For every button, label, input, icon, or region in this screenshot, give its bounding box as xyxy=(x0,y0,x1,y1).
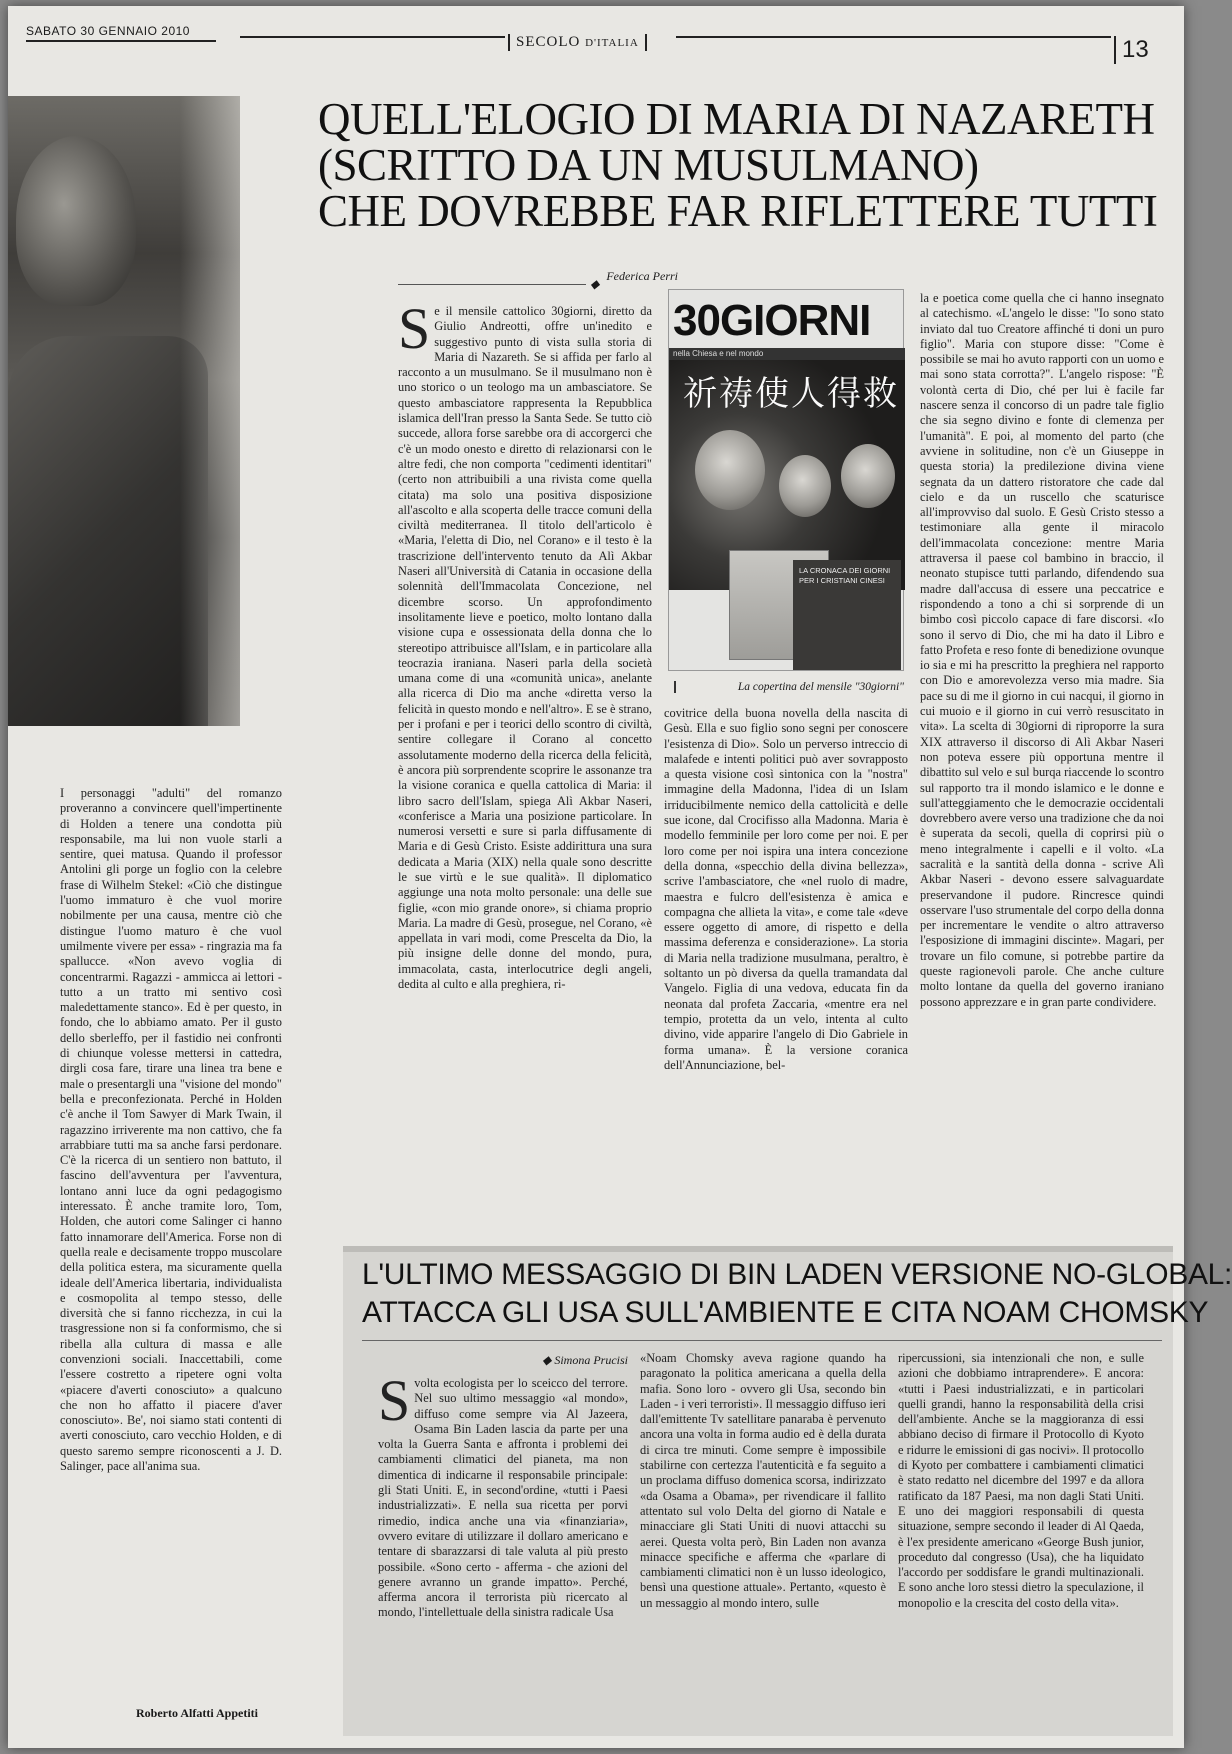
photo-figure-body xyxy=(8,336,208,726)
cover-chinese-title: 祈祷使人得救 xyxy=(683,376,899,413)
cover-subtitle: nella Chiesa e nel mondo xyxy=(673,349,764,358)
main-byline: ◆ Federica Perri xyxy=(398,284,678,300)
cover-caption: La copertina del mensile "30giorni" xyxy=(674,681,904,693)
headline-line-2: (SCRITTO DA UN MUSULMANO) xyxy=(318,140,979,190)
main-col-1 xyxy=(398,296,652,992)
box-byline-name: Simona Prucisi xyxy=(554,1353,628,1367)
main-dropcap: S xyxy=(398,296,431,361)
box-col-1-text: volta ecologista per lo sceicco del terrore. Nel suo ultimo messaggio «al mondo», diffuso come sempre via Al Jazeera, Osama Bin Laden lascia da parte per una volta la Guerra Santa e affronta i problemi dei cambiamenti climatici del pianeta, ma non dimentica di indicarne il responsabile principale: gli Stati Uniti. E, in second'ordine, «tutti i Paesi industrializzati». E nella sua ricetta per porvi rimedio, indica anche una via «finanziaria», ovvero evitare di utilizzare il dollaro americano e tentare di sbarazzarsi di tale valuta al più presto possibile. «Sono certo - afferma - che azioni del genere avranno un grande impatto». Perché, afferma ancora il terrorista più ricercato al mondo, l'intellettuale della sinistra radicale Usa xyxy=(378,1376,628,1620)
magazine-cover xyxy=(668,289,904,671)
main-col-3 xyxy=(920,291,1164,1186)
issue-date: SABATO 30 GENNAIO 2010 xyxy=(26,24,190,38)
cover-logo: 30GIORNI xyxy=(673,296,871,345)
page-number: 13 xyxy=(1114,36,1149,64)
headline-line-1: QUELL'ELOGIO DI MARIA DI NAZARETH xyxy=(318,94,1155,144)
main-col-3-text: la e poetica come quella che ci hanno insegnato al catechismo. «L'angelo le disse: "Io sono stato inviato dal tuo Creatore affinché ti doni un puro figlio". Maria con stupore disse: "Come è possibile se mai ho avuto rapporti con un uomo e mai sono stata corrotta?". L'angelo rispose: "È volontà certa di Dio, ché per lui è facile far nascere senza il concorso di un padre tale figlio che sia segno divino e fonte di clemenza per l'umanità". E poi, al momento del parto (che avviene in solitudine, non c'è un Giuseppe in questa storia) la predilezione divina viene segnata da un dattero ristoratore che cade dal cielo e da un ruscello che scaturisce all'improvviso dal suolo. E Gesù Cristo stesso a testimoniare alla gente il miracolo dell'immacolata concezione: mentre Maria attraversa il paese col bambino in braccio, il neonato stupisce tutti parlando, difendendo sua madre dall'accusa di essere una peccatrice e rispondendo a tono a chi si sorprende di un bimbo così piccolo capace di fare discorsi. «Io sono il servo di Dio, che mi ha dato il Libro e fatto Profeta e reso fonte di benedizione ovunque io sia e mi ha prescritto la preghiera nel rapporto con Dio e amorevolezza verso mia madre. Sia pace su di me il giorno in cui nacqui, il giorno in cui muoio e il giorno in cui verrò resuscitato in vita». La scelta di 30giorni di riproporre la sura XIX attraverso il discorso di Alì Akbar Naseri non poteva essere più opportuna mentre il dibattito sul velo e sul burqa riaccende lo scontro sul rapporto tra il mondo islamico e le donne e sull'atteggiamento che le democrazie occidentali dovrebbero avere verso una tradizione che da noi è superata da secoli, quella di coprirsi più o meno integralmente i capelli e il volto. «La sacralità e la santità della donna - scrive Alì Akbar Naseri - devono essere salvaguardate preservandone il pudore. Rincresce quindi osservare l'uso strumentale del corpo della donna per incrementare le vendite o altro attraverso l'esposizione di immagini discinte». Magari, per trovare un filo comune, si potrebbe partire da queste ragionevoli parole. Che anche culture molto lontane da quella del governo iraniano possono apprezzare e in gran parte condividere. xyxy=(920,291,1164,1009)
box-headline-line-2: ATTACCA GLI USA SULL'AMBIENTE E CITA NOAM CHOMSKY xyxy=(362,1296,1209,1329)
main-col-2 xyxy=(664,706,908,1156)
cover-face-2 xyxy=(779,455,831,517)
photo-figure-head xyxy=(16,136,136,306)
cover-text-box: LA CRONACA DEI GIORNI PER I CRISTIANI CINESI xyxy=(793,560,901,670)
cover-face-3 xyxy=(841,444,895,508)
left-col-text: I personaggi "adulti" del romanzo proveranno a convincere quell'impertinente di Holden a tenere una condotta più responsabile, ma lui non vuole starli a sentire, quei matusa. Quando il professor Antolini gli porge un foglio con la celebre frase di Wilhelm Stekel: «Ciò che distingue l'uomo immaturo è che vuol morire nobilmente per una causa, mentre ciò che distingue l'uomo maturo è che vuol umilmente vivere per essa» - ringrazia ma fa spallucce. «Non avevo voglia di concentrarmi. Ragazzi - ammicca ai lettori - tutto a un tratto mi sentivo così maledettamente stanco». Ed è per questo, in fondo, che lo abbiamo amato. Per il gusto dello sberleffo, per il fastidio nei confronti di chiunque volesse mettersi in cattedra, dirgli cosa fare, tirare una linea tra bene e male o presentargli una "visione del mondo" bella e preconfezionata. Perché in Holden c'è anche il Tom Sawyer di Mark Twain, il ragazzino irriverente ma non cattivo, che fa arrabbiare tutti ma sa anche farsi perdonare. C'è la ricerca di un sentiero non battuto, il fascino dell'avventura per l'avventura, lontano anni luce da ogni pedagogismo interessato. È anche tramite loro, Tom, Holden, che autori come Salinger ci hanno fatto innamorare dell'America. Forse non di quella reale e decisamente troppo muscolare della politica estera, ma sicuramente quella ideale dell'America libertaria, individualista e cosmopolita al tempo stesso, delle diversità che si fanno ricchezza, in cui la trasgressione non si fa conformismo, che si ribella alla cultura di massa e alle convenzioni sociali. Inaccettabili, come l'essere costretto a ripetere ogni volta «piacere d'averti conosciuto» a qualcuno che non ho affatto il piacere d'aver conosciuto». Be', noi siamo stati contenti di averti conosciuto, caro vecchio Holden, e di questo saremo sempre riconoscenti a J. D. Salinger, pace all'anima sua. xyxy=(60,786,282,1474)
box-dropcap: S xyxy=(378,1368,411,1433)
left-col-signature: Roberto Alfatti Appetiti xyxy=(136,1706,258,1720)
article-photo xyxy=(8,96,240,726)
box-byline: ◆ Simona Prucisi xyxy=(542,1353,628,1367)
header-rule-left xyxy=(26,40,216,42)
box-col-2 xyxy=(640,1351,886,1701)
newspaper-name: SECOLO D'ITALIA xyxy=(508,34,647,51)
newspaper-page xyxy=(8,6,1232,1748)
main-byline-name: Federica Perri xyxy=(602,269,678,283)
cover-face-1 xyxy=(695,430,765,510)
headline-line-3: CHE DOVREBBE FAR RIFLETTERE TUTTI xyxy=(318,186,1158,236)
box-headline xyxy=(362,1256,1232,1332)
header-rule-mid xyxy=(240,36,505,38)
left-col xyxy=(60,786,282,1701)
box-rule xyxy=(362,1340,1162,1341)
main-headline xyxy=(318,96,1158,234)
box-col-1 xyxy=(378,1368,628,1701)
main-col-2-text: covitrice della buona novella della nascita di Gesù. Ella e suo figlio sono segni per conoscere l'esistenza di Dio». Solo un perverso intreccio di malafede e intenti politici può aver sovrapposto a questa visione così sintonica con la "nostra" immagine della Madonna, l'idea di un Islam irriducibilmente nemico della cattolicità e delle sue icone, dal Crocifisso alla Madonna. Maria è modello femminile per loro come per noi. E per loro come per noi ispira una intera concezione della donna, «specchio della divina bellezza», scrive l'ambasciatore, che «nel ruolo di madre, maestra e fulcro dell'esistenza è amica e compagna che allieta la vita», e come tale «deve essere oggetto di amore, di rispetto e della massima deferenza e considerazione». La storia di Maria nella tradizione musulmana, peraltro, è soltanto un pò diversa da quella tramandata dal Vangelo. Figlia di una vedova, educata fin da neonata dal profeta Zaccaria, «mentre era nel tempio, protetta da un velo, intenta al culto divino, vide apparire l'angelo di Dio Gabriele in forma umana». È la versione coranica dell'Annunciazione, bel- xyxy=(664,706,908,1072)
box-col-3 xyxy=(898,1351,1144,1701)
main-col-1-text: e il mensile cattolico 30giorni, diretto da Giulio Andreotti, offre un'inedito e suggestivo punto di vista sulla storia di Maria di Nazareth. Se si affida per farlo al racconto a un musulmano. Se il musulmano non è uno storico o un teologo ma un ambasciatore. Se questo ambasciatore rappresenta la Repubblica islamica dell'Iran presso la Santa Sede. Se tutto ciò succede, allora forse sarebbe ora di accorgerci che c'è un modo onesto e diretto di relazionarsi con le altre fedi, che non comporta "cedimenti identitari" (certo non attribuibili a una rivista come quella citata) ma solo una positiva disposizione all'ascolto e alla scoperta delle tracce comuni della civiltà mediterranea. Il titolo dell'articolo è «Maria, l'eletta di Dio, nel Corano» e il testo è la trascrizione dell'intervento tenuto da Alì Akbar Naseri all'Università di Catania in occasione della solennità dell'Immacolata Concezione, nel dicembre scorso. Un approfondimento insolitamente lieve e poetico, molto lontano dalla visione cupa e ossessionata della donna che lo stereotipo attribuisce all'Islam, e in particolare alla teocrazia iraniana. Naseri parla della società umana come di una «comunità unica», anelante alla ricerca di Dio ma anche «diretta verso la felicità in questo mondo e nell'altro». E se è strano, per i profani e per i teorici dello scontro di civiltà, sentire collegare il Corano al concetto assolutamente moderno della ricerca della felicità, è ancora più sorprendente scoprire le assonanze tra la visione coranica e quella cattolica di Maria: il libro sacro dell'Islam, spiega Alì Akbar Naseri, «conferisce a Maria una posizione particolare. In numerosi versetti e sure si parla diffusamente di Maria e di Gesù Cristo. Esiste addirittura una sura dedicata a Maria (XIX) nella quale sono descritte le sue virtù e le sue qualità». Il diplomatico aggiunge una nota molto personale: una delle sue figlie, «con mio grande onore», si chiama proprio Maria. La madre di Gesù, prosegue, nel Corano, «è appellata in vari modi, come Prescelta da Dio, la più insigne delle donne del mondo, pura, immacolata, casta, interlocutrice degli angeli, dedita al culto e alla preghiera, ri- xyxy=(398,304,652,992)
box-col-2-text: «Noam Chomsky aveva ragione quando ha paragonato la politica americana a quella della mafia. Sono loro - ovvero gli Usa, secondo bin Laden - i veri terroristi». Il messaggio diffuso ieri dall'emittente Tv satellitare panaraba è pervenuto ancora una volta in forma audio ed è della durata di circa tre minuti. Come sempre è impossibile stabilirne con certezza l'autenticità e fa seguito a un proclama diffuso domenica scorsa, indirizzato «da Osama a Obama», per rivendicare il fallito attentato sul volo Delta del giorno di Natale e minacciare gli Stati Uniti di nuovi attacchi su aerei. Questa volta però, Bin Laden non avanza minacce specifiche e afferma che «parlare di cambiamenti climatici non è un lusso ideologico, bensì una questione attuale». Pertanto, «questo è un messaggio al mondo intero, sulle xyxy=(640,1351,886,1610)
box-headline-line-1: L'ULTIMO MESSAGGIO DI BIN LADEN VERSIONE NO-GLOBAL: xyxy=(362,1258,1232,1291)
header-rule-right xyxy=(676,36,1111,38)
photo-light xyxy=(180,96,240,726)
box-col-3-text: ripercussioni, sia intenzionali che non, e sulle azioni che dobbiamo intraprendere». E ancora: «tutti i Paesi industrializzati, e in particolari quelli grandi, hanno la responsabilità della crisi dell'ambiente. Anche se la maggioranza di essi abbiano deciso di firmare il Protocollo di Kyoto e ridurre le emissioni di gas nocivi». Il protocollo di Kyoto per combattere i cambiamenti climatici è stato redatto nel dicembre del 1997 e da allora ratificato da 187 Paesi, ma non dagli Stati Uniti. E uno dei maggiori responsabili di questa situazione, sempre secondo il leader di Al Qaeda, è l'ex presidente americano «George Bush junior, proceduto dal congresso (Usa), che ha liquidato l'accordo per soddisfare le grandi multinazionali. E sono anche loro stessi dietro la speculazione, il monopolio e la crescita del costo della vita». xyxy=(898,1351,1144,1610)
